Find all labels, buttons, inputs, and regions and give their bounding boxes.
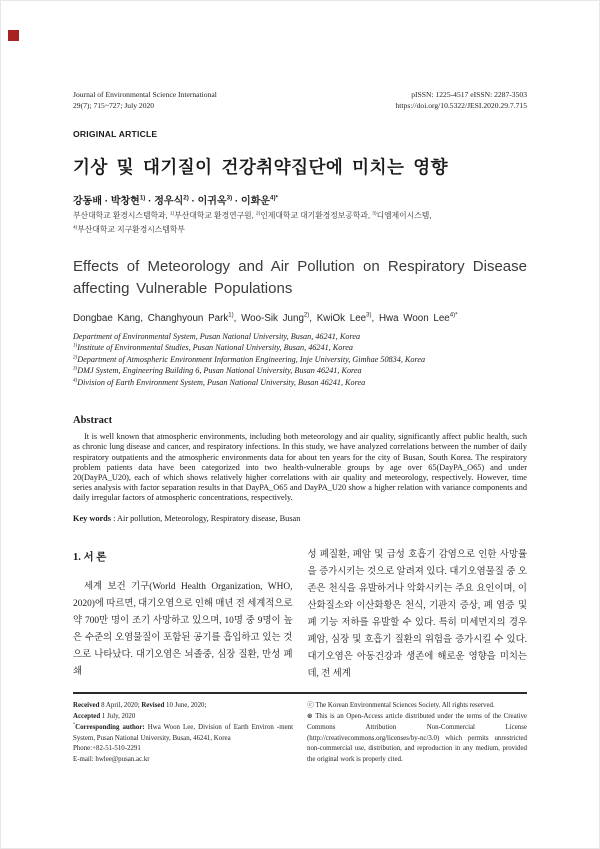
korean-affiliation-line-2: $^{4)}$부산대학교 지구환경시스템학부 — [73, 225, 185, 235]
accepted-line: Accepted 1 July, 2020 — [73, 713, 136, 721]
abstract-heading: Abstract — [73, 415, 113, 427]
page-content — [73, 89, 527, 766]
journal-header — [73, 89, 527, 112]
section-1-heading: 1. 서 론 — [73, 552, 107, 564]
english-affiliation-line: Department of Environmental System, Pusan National University, Busan, 46241, Korea — [73, 331, 361, 341]
abstract-text: It is well known that atmospheric environments, including both meteorology and air quality, significantly affect public health, such as chronic lung disease and cancer, and respiratory infections. In this study, we have analyzed correlations between the number of daily respiratory outpatients and the atmospheric environments data for about ten years for the city of Busan, South Korea. The respiratory problem patients data have been categorized into two health-vulnerable groups by age over 65(DayPA_O65) and under 20(DayPA_U20), each of which shows relatively higher correlations with air quality and meteorology, respectively. However, time series analysis with factor separation results in that DayPA_O65 and DayPA_U20 show a higher relation with variance components and daily irregular factors of atmospheric concentrations, respectively. — [73, 432, 527, 502]
footer-left-column — [73, 701, 293, 765]
english-affiliation-line: $^{2)}$Department of Atmospheric Environment Information Engineering, Inje University, Gimhae 50834, Korea — [73, 354, 426, 364]
phone-line: Phone:+82-51-510-2291 — [73, 745, 141, 753]
article-type-label: ORIGINAL ARTICLE — [73, 128, 158, 139]
footer-right-column — [307, 701, 527, 765]
footnote-divider — [73, 692, 527, 694]
red-corner-marker — [8, 30, 19, 41]
journal-doi: https://doi.org/10.5322/JESI.2020.29.7.715 — [395, 101, 527, 111]
english-affiliation-line: $^{1)}$Institute of Environmental Studies, Pusan National University, Busan, 46241, Korea — [73, 342, 353, 353]
english-affiliation-line: $^{3)}$DMJ System, Engineering Building 6, Pusan National University, Busan 46241, Korea — [73, 365, 362, 376]
korean-title: 기상 및 대기질이 건강취약집단에 미치는 영향 — [73, 156, 449, 177]
received-revised-line: Received 8 April, 2020; Revised 10 June, 2020; — [73, 702, 207, 710]
english-authors: Dongbae Kang, Changhyoun Park$^{1)}$, Woo-Sik Jung$^{2)}$, KwiOk Lee$^{3)}$, Hwa Woon Lee$^{4)*}$ — [73, 312, 458, 324]
body-left-column — [73, 547, 293, 682]
journal-name: Journal of Environmental Science International — [73, 90, 217, 99]
email-line: E-mail: hwlee@pusan.ac.kr — [73, 755, 150, 763]
english-affiliation-line: $^{4)}$Division of Earth Environment System, Pusan National University, Busan 46241, Korea — [73, 377, 366, 387]
open-access-license-line: ⊛ This is an Open-Access article distributed under the terms of the Creative Commons Attribution Non-Commercial License (http://creativecommons.org/licenses/by-nc/3.0) which permits unrestricted non-commercial use, distribution, and reproduction in any medium, provided the original work is properly cited. — [307, 713, 527, 763]
copyright-line: ⓒ The Korean Environmental Sciences Society. All rights reserved. — [307, 702, 495, 710]
keywords-line: Key words : Air pollution, Meteorology, Respiratory disease, Busan — [73, 514, 301, 524]
body-right-paragraph: 성 폐질환, 폐암 및 급성 호흡기 감염으로 인한 사망률을 증가시키는 것으로 알려져 있다. 대기오염물질 중 오존은 천식을 유발하거나 악화시키는 주요 요인이며, 이산화질소와 이산화황은 천식, 기관지 증상, 폐 염증 및 폐 기능 저하를 유발할 수 있다. 특히 미세먼지의 경우 폐암, 심장 및 호흡기 질환의 위험을 증가시킬 수 있다. 대기오염은 아동건강과 생존에 해로운 영향을 미치는데, 전 세계 — [307, 550, 527, 679]
journal-header-right — [396, 89, 528, 112]
abstract-section — [73, 415, 527, 523]
body-left-paragraph: 세계 보건 기구(World Health Organization, WHO, 2020)에 따르면, 대기오염으로 인해 매년 전 세계적으로 약 700만 명이 조기 사망하고 있으며, 10명 중 9명이 높은 수준의 오염물질이 포함된 공기를 흡입하고 있는 것으로 나타났다. 대기오염은 뇌졸중, 심장 질환, 만성 폐쇄 — [73, 582, 293, 677]
body-right-column — [308, 547, 528, 682]
korean-authors: 강동배 · 박창현$^{1)}$ · 정우식$^{2)}$ · 이귀옥$^{3)}$ · 이화운$^{4)*}$ — [73, 194, 278, 207]
journal-issn: pISSN: 1225-4517 eISSN: 2287-3503 — [411, 90, 527, 99]
english-affiliations — [73, 331, 527, 388]
english-title: Effects of Meteorology and Air Pollution on Respiratory Disease affecting Vulnerable Populations — [73, 258, 527, 298]
journal-issue-info: 29(7); 715~727; July 2020 — [73, 101, 155, 111]
body-two-columns — [73, 547, 527, 682]
footer-two-columns — [73, 701, 527, 765]
corresponding-author-line: *Corresponding author: Hwa Woon Lee, Division of Earth Environ -ment System, Pusan National University, Busan, 46241, Korea — [73, 721, 293, 742]
korean-affiliation-line-1: 부산대학교 환경시스템학과, $^{1)}$부산대학교 환경연구원, $^{2)}$인제대학교 대기환경정보공학과, $^{3)}$디엠제이시스템, — [73, 210, 432, 220]
journal-header-left — [73, 89, 217, 112]
